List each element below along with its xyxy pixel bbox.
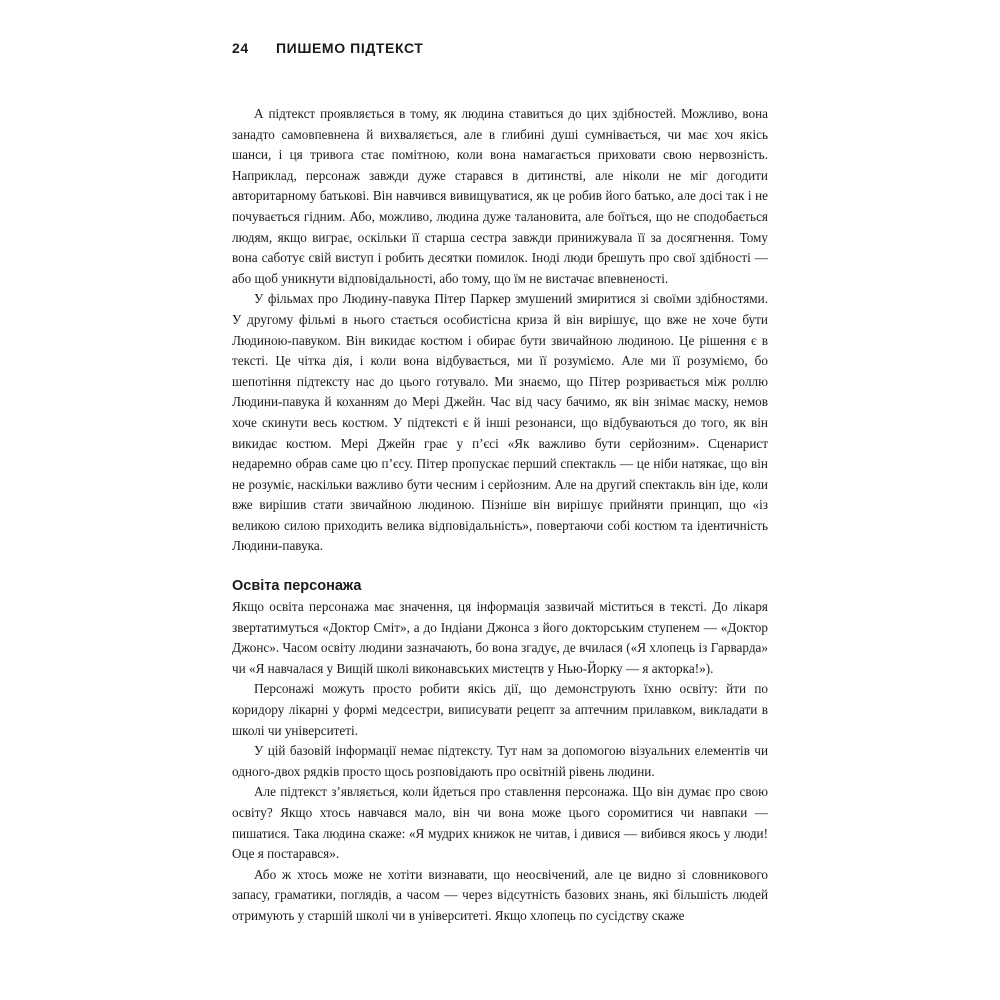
book-title: ПИШЕМО ПІДТЕКСТ	[276, 40, 424, 56]
paragraph: У фільмах про Людину-павука Пітер Паркер змушений змиритися зі своїми здібностями. У другому фільмі в нього стається особистісна криза й він вирішує, що вже не хоче бути Людиною-павуком. Він викидає костюм і обирає бути звичайною людиною. Це рішення є в тексті. Це чітка дія, і коли вона відбувається, ми її розуміємо. Але ми її розуміємо, бо шепотіння підтексту нас до цього готувало. Ми знаємо, що Пітер розривається між роллю Людини-павука й коханням до Мері Джейн. Час від часу бачимо, як він знімає маску, немов хоче скинути весь костюм. У підтексті є й інші резонанси, що відбуваються до того, як він викидає костюм. Мері Джейн грає у п’єсі «Як важливо бути серйозним». Сценарист недаремно обрав саме цю п’єсу. Пітер пропускає перший спектакль — це ніби натякає, що він не розуміє, наскільки важливо бути чесним і серйозним. Але на другий спектакль він іде, коли вже вирішив стати звичайною людиною. Пізніше він вирішує прийняти принцип, що «із великою силою приходить велика відповідальність», повертаючи собі костюм та ідентичність Людини-павука.	[232, 291, 768, 554]
body-text	[232, 104, 768, 927]
paragraph: Персонажі можуть просто робити якісь дії, що демонструють їхню освіту: йти по коридору лікарні у формі медсестри, виписувати рецепт за аптечним прилавком, викладати в школі чи університеті.	[232, 681, 768, 738]
paragraph: Або ж хтось може не хотіти визнавати, що неосвічений, але це видно зі словникового запасу, граматики, поглядів, а часом — через відсутність базових знань, які більшість людей отримують у старшій школі чи в університеті. Якщо хлопець по сусідству скаже	[232, 866, 768, 923]
page-number: 24	[232, 40, 249, 56]
paragraph: Але підтекст з’являється, коли йдеться про ставлення персонажа. Що він думає про свою освіту? Якщо хтось навчався мало, він чи вона може цього соромитися чи навпаки — пишатися. Така людина скаже: «Я мудрих книжок не читав, і дивися — вибився якось у люди! Оце я постарався».	[232, 784, 768, 862]
section-heading: Освіта персонажа	[232, 578, 362, 595]
book-page	[232, 0, 768, 1000]
paragraph: Якщо освіта персонажа має значення, ця інформація зазвичай міститься в тексті. До лікаря звертатимуться «Доктор Сміт», а до Індіани Джонса з його докторським ступенем — «Доктор Джонс». Часом освіту людини зазначають, бо вона згадує, де вчилася («Я хлопець із Гарварда» чи «Я навчалася у Вищій школі виконавських мистецтв у Нью-Йорку — я акторка!»).	[232, 599, 768, 676]
paragraph: У цій базовій інформації немає підтексту. Тут нам за допомогою візуальних елементів чи одного-двох рядків просто щось розповідають про освітній рівень людини.	[232, 743, 768, 779]
running-head	[232, 40, 768, 60]
paragraph: А підтекст проявляється в тому, як людина ставиться до цих здібностей. Можливо, вона занадто самовпевнена й вихваляється, але в глибині душі сумнівається, чи має хоч якісь шанси, і ця тривога стає помітною, коли вона намагається приховати свою нервозність. Наприклад, персонаж завжди дуже старався в дитинстві, але ніколи не міг догодити авторитарному батькові. Він навчився вивищуватися, як це робив його батько, але досі так і не почувається гідним. Або, можливо, людина дуже талановита, але боїться, що не сподобається людям, якщо виграє, оскільки її старша сестра завжди принижувала її за досягнення. Тому вона саботує свій виступ і робить десятки помилок. Іноді люди брешуть про свої здібності — або щоб уникнути відповідальності, або тому, що їм не вистачає впевненості.	[232, 106, 768, 286]
